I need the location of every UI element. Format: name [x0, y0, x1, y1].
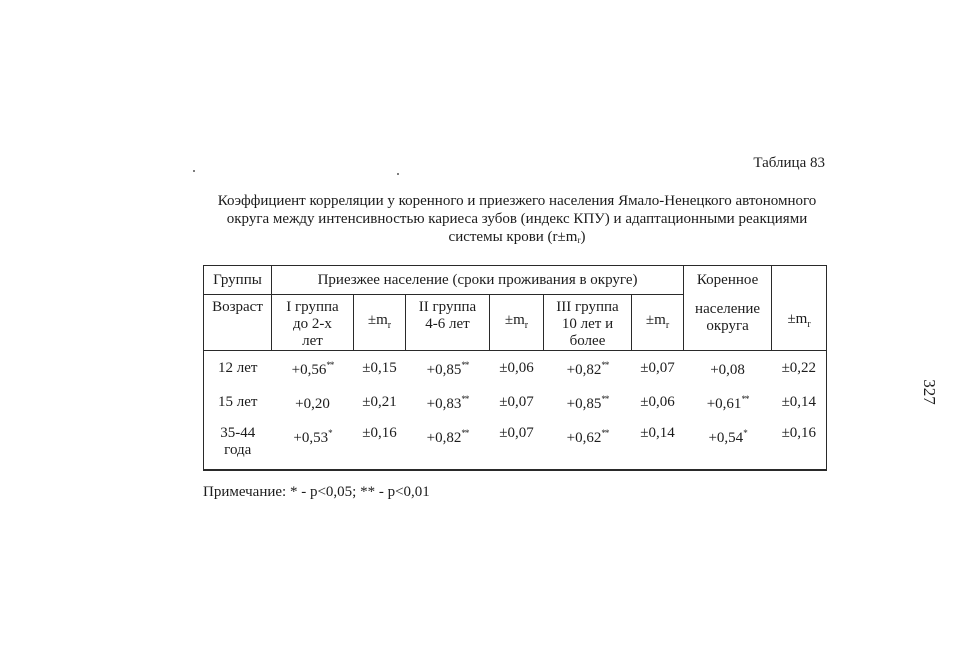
- error-cell: ±0,06: [499, 359, 534, 376]
- significance-mark: **: [461, 394, 469, 404]
- age-cell: 15 лет: [218, 393, 258, 410]
- table-row: [204, 385, 827, 419]
- significance-mark: **: [601, 394, 609, 404]
- header-pm-3: $\pm m_r$: [632, 295, 684, 351]
- r-value-cell: +0,56**: [291, 360, 334, 378]
- significance-mark: **: [601, 360, 609, 370]
- r-value-cell: +0,20: [295, 396, 330, 412]
- caption-line-3: системы крови $(r\pm m_r)$: [448, 229, 586, 245]
- caption-line-2: округа между интенсивностью кариеса зубов (индекс КПУ) и адаптационными реакциями: [226, 211, 808, 227]
- table-note: Примечание: * - p<0,05; ** - p<0,01: [203, 484, 430, 500]
- error-cell: ±0,15: [362, 359, 397, 376]
- header-pm-native: $\pm m_r$: [772, 295, 827, 351]
- error-cell: ±0,21: [362, 393, 397, 410]
- r-value-cell: +0,82**: [426, 428, 469, 446]
- r-value-cell: +0,62**: [566, 428, 609, 446]
- age-cell: 12 лет: [218, 359, 258, 376]
- header-row-2: [204, 295, 827, 351]
- significance-mark: *: [328, 428, 332, 438]
- significance-mark: **: [461, 360, 469, 370]
- error-cell: ±0,07: [640, 359, 675, 376]
- r-value-cell: +0,08: [710, 362, 745, 378]
- r-value-cell: +0,85**: [566, 394, 609, 412]
- header-pm-2: $\pm m_r$: [490, 295, 544, 351]
- error-cell: ±0,14: [781, 393, 817, 410]
- error-cell: ±0,06: [640, 393, 675, 410]
- error-cell: ±0,07: [499, 425, 534, 441]
- r-value-cell: +0,53*: [293, 428, 332, 446]
- significance-mark: **: [326, 360, 334, 370]
- header-group-1: I группа до 2-х лет: [272, 295, 354, 351]
- table-row: [204, 419, 827, 470]
- header-groups: Группы: [204, 266, 272, 295]
- correlation-table: [203, 265, 827, 470]
- header-group-2: II группа 4-6 лет: [406, 295, 490, 351]
- r-value-cell: +0,82**: [566, 360, 609, 378]
- error-cell: ±0,16: [781, 425, 817, 441]
- table-number: Таблица 83: [753, 155, 825, 171]
- caption-line-1: Коэффициент корреляции у коренного и приезжего населения Ямало-Ненецкого автономного: [217, 193, 817, 209]
- header-native-top: Коренное: [684, 266, 772, 295]
- header-row-1: [204, 266, 827, 295]
- significance-mark: **: [461, 428, 469, 438]
- header-group-3: III группа 10 лет и более: [544, 295, 632, 351]
- error-cell: ±0,16: [362, 425, 397, 441]
- header-age: Возраст: [204, 295, 272, 351]
- significance-mark: **: [741, 394, 749, 404]
- table-row: [204, 351, 827, 386]
- scan-speck: [397, 173, 399, 175]
- r-value-cell: +0,83**: [426, 394, 469, 412]
- r-value-cell: +0,61**: [706, 394, 749, 412]
- r-value-cell: +0,54*: [708, 428, 747, 446]
- header-newcomers: Приезжее население (сроки проживания в округе): [272, 266, 684, 295]
- header-native: население округа: [684, 295, 772, 351]
- r-value-cell: +0,85**: [426, 360, 469, 378]
- significance-mark: *: [743, 428, 747, 438]
- page-number: 327: [919, 379, 939, 405]
- error-cell: ±0,14: [640, 425, 675, 441]
- error-cell: ±0,07: [499, 393, 534, 410]
- significance-mark: **: [601, 428, 609, 438]
- error-cell: ±0,22: [781, 359, 817, 376]
- age-cell: 35-44 года: [220, 425, 256, 458]
- header-pm-1: $\pm m_r$: [354, 295, 406, 351]
- table-caption: [160, 192, 874, 249]
- header-native-pm-top: [772, 266, 827, 295]
- scan-speck: [193, 170, 195, 172]
